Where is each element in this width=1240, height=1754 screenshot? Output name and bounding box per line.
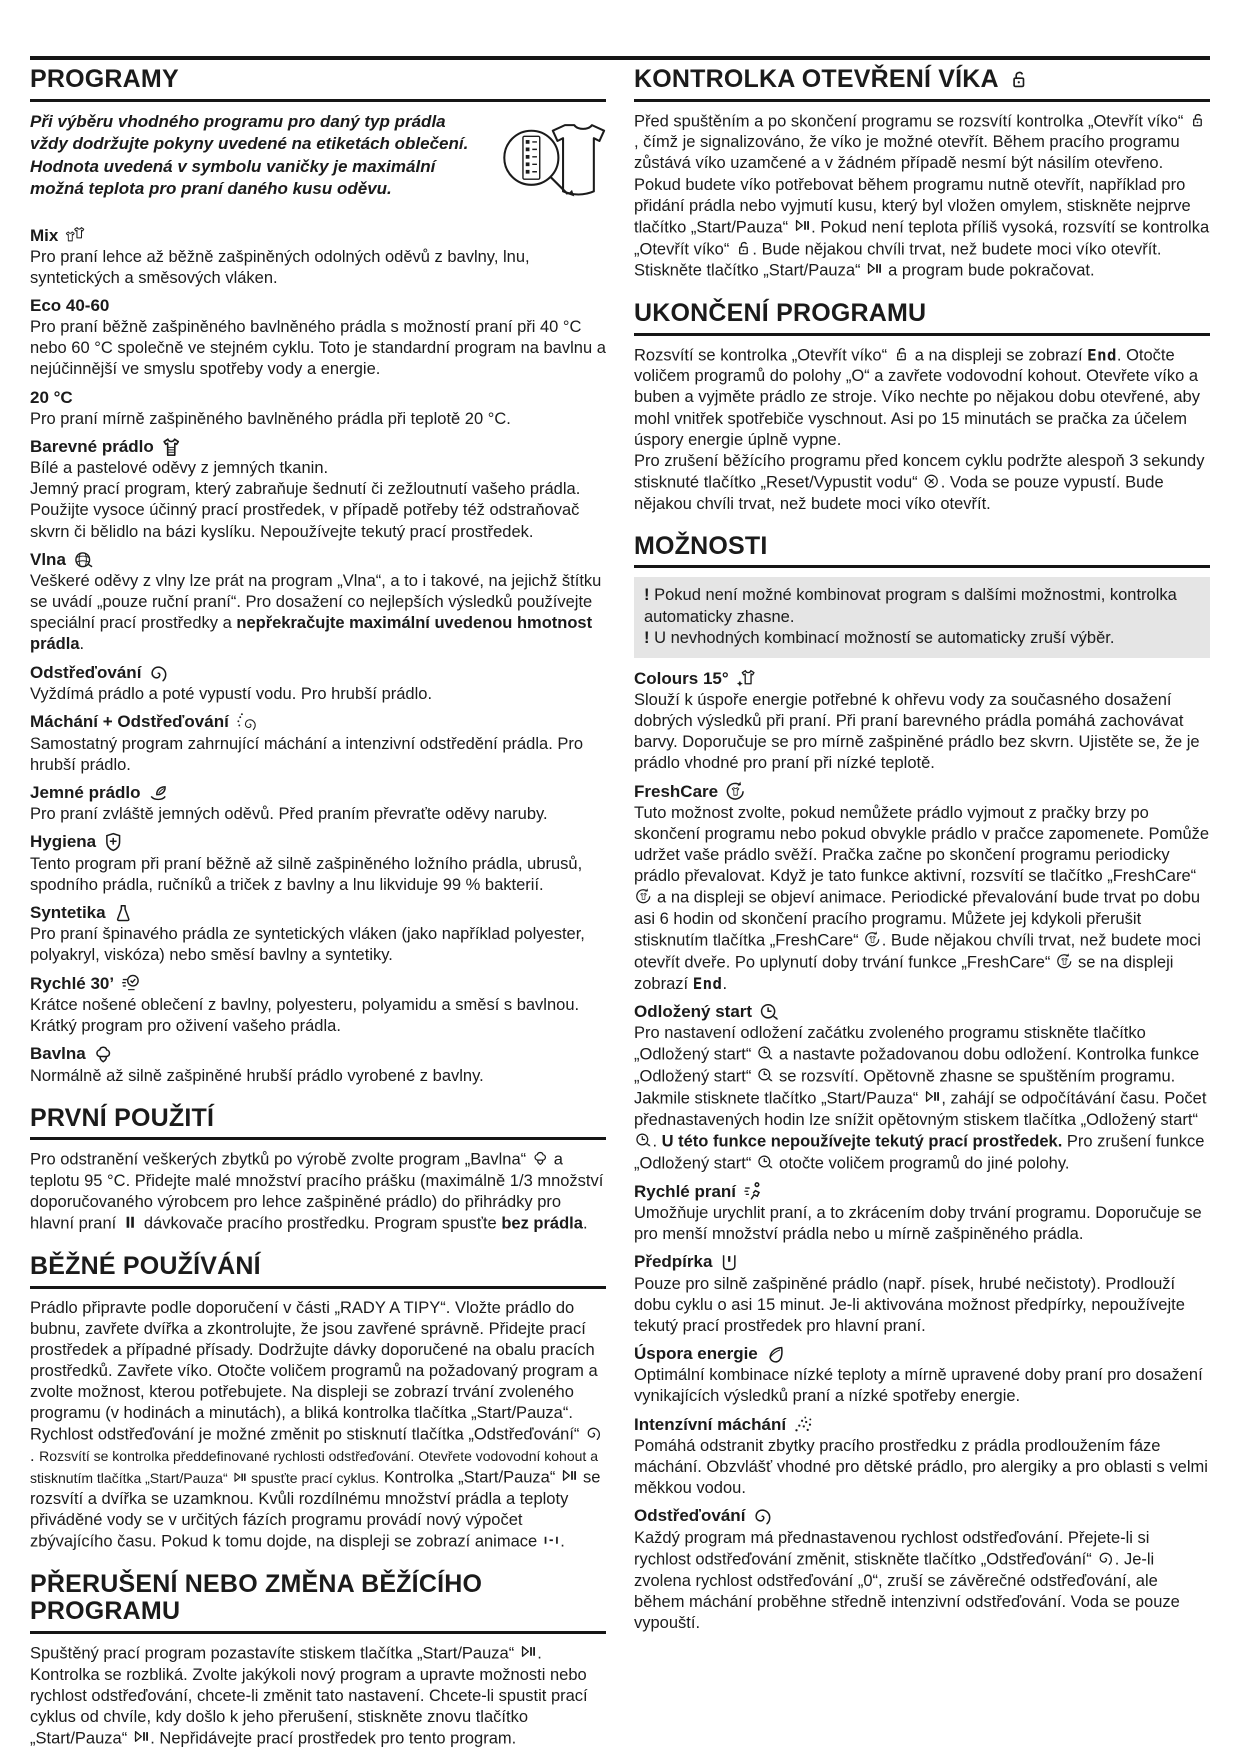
program-entry (634, 1414, 1210, 1500)
mix-icon (64, 225, 86, 247)
shield-icon (102, 831, 124, 853)
cotton-icon (92, 1043, 114, 1065)
bold-text: ! (644, 586, 650, 605)
unlock-icon (892, 345, 910, 363)
entry-title (634, 668, 1210, 690)
entry-title (30, 225, 606, 247)
program-entry (30, 782, 606, 826)
entry-body: Slouží k úspoře energie potřebné k ohřevu vody za současného dosažení dobrých výsledků při praní. Při praní barevného prádla pomáhá zachovávat barvy. Doporučuje se pro mírně zašpiněné prádlo bez skvrn. Ujistěte se, že je prádlo vhodné pro praní při nízké teplotě. (634, 691, 1200, 773)
program-entry (634, 1251, 1210, 1337)
entry-title (634, 1251, 1210, 1273)
entry-title (30, 662, 606, 684)
entry-body: Tuto možnost zvolte, pokud nemůžete prádlo vyjmout z pračky brzy po skončení programu nebo pokud obvykle prádlo v pračce zapomenete. Pomůže udržet vaše prádlo svěží. Pračka začne po skončení programu periodicky prádlo převalovat. Když je tato funkce aktivní, rozsvítí se tlačítko „FreshCare“ a na displeji se objeví animace. Periodické převalování bude trvat po dobu asi 6 hodin od skončení pracího programu. Můžete jej kdykoli přerušit stisknutím tlačítka „FreshCare“ . Bude nějakou chvíli trvat, než budete moci otevřít dveře. Po uplynutí doby trvání funkce „FreshCare“ se na displeji zobrazí End. (634, 803, 1210, 993)
entry-title (30, 711, 606, 733)
entry-title (30, 973, 606, 995)
entry-body: Každý program má přednastavenou rychlost odstřeďování. Přejete-li si rychlost odstřeďování změnit, stiskněte tlačítko „Odstřeďování“ . Je-li zvolena rychlost odstřeďování „0“, zruší se závěrečné odstřeďování, ale během máchání proběhne středně intenzivní odstřeďování. Voda se pouze vypouští. (634, 1528, 1180, 1632)
entry-body: Tento program při praní běžně až silně zašpiněného ložního prádla, ubrusů, spodního prádla, ručníků a triček z bavlny a lnu likviduje 99 % bakterií. (30, 854, 583, 894)
entry-title (634, 1180, 1210, 1202)
program-entry (30, 225, 606, 290)
entry-body: Samostatný program zahrnující máchání a intenzivní odstředění prádla. Pro hrubší prádlo. (30, 734, 584, 774)
program-entry (30, 662, 606, 706)
entry-body: Umožňuje urychlit praní, a to zkrácením doby trvání programu. Doporučuje se pro menší množství prádla nebo u mírně zašpiněného prádla. (634, 1203, 1202, 1244)
section-title-text: MOŽNOSTI (634, 531, 768, 560)
bold-text: bez prádla (501, 1214, 583, 1233)
section (634, 533, 1210, 1634)
entry-body: Pro praní špinavého prádla ze syntetických vláken (jako například polyester, polyakryl, viskóza) nebo směsí bavlny a syntetiky. (30, 925, 585, 965)
entry-title-text: Syntetika (30, 903, 106, 923)
program-entry (30, 295, 606, 380)
energy-icon (764, 1343, 786, 1365)
section-title-text: PŘERUŠENÍ NEBO ZMĚNA BĚŽÍCÍHO PROGRAMU (30, 1569, 483, 1626)
play-pause-icon (132, 1728, 150, 1746)
entry-title (634, 1414, 1210, 1436)
entry-title-text: Eco 40-60 (30, 296, 110, 316)
program-entry (634, 1343, 1210, 1408)
section-paragraph: Spuštěný prací program pozastavíte stiskem tlačítka „Start/Pauza“ . Kontrolka se rozbliká. Zvolte jakýkoli nový program a upravte možnosti nebo rychlost odstřeďování, chcete-li změnit tato nastavení. Chcete-li spustit prací cyklus od chvíle, kdy došlo k jeho přerušení, stiskněte znovu tlačítko „Start/Pauza“ . Nepřidávejte prací prostředek pro tento program. (30, 1644, 588, 1748)
play-pause-icon (793, 217, 811, 235)
section-title (30, 66, 606, 102)
delicate-icon (147, 782, 169, 804)
program-entry (30, 387, 606, 430)
section-title-text: PRVNÍ POUŽITÍ (30, 1103, 215, 1132)
entry-title-text: Hygiena (30, 832, 97, 852)
animation-icon (542, 1531, 560, 1549)
quickwash-icon (742, 1180, 764, 1202)
program-entry (634, 780, 1210, 994)
entry-title (30, 902, 606, 924)
colours15-icon (735, 668, 757, 690)
rinse-spin-icon (235, 711, 257, 733)
unlock-icon (734, 239, 752, 257)
program-entry (30, 711, 606, 776)
entry-body: Pro praní lehce až běžně zašpiněných odolných oděvů z bavlny, lnu, syntetických a směsových vláken. (30, 247, 530, 288)
spin-icon (1096, 1549, 1114, 1567)
entry-title-text: Úspora energie (634, 1344, 758, 1364)
section (634, 66, 1210, 282)
entry-title-text: Máchání + Odstřeďování (30, 712, 229, 732)
entry-title-text: 20 °C (30, 387, 73, 407)
play-pause-icon (865, 260, 883, 278)
section-intro: Při výběru vhodného programu pro daný typ prádla vždy dodržujte pokyny uvedené na etiketách oblečení. Hodnota uvedená v symbolu vaničky je maximální možná teplota pro praní daného kusu oděvu. (30, 111, 469, 199)
entry-body: Krátce nošené oblečení z bavlny, polyesteru, polyamidu a směsí s bavlnou. Krátký program pro oživení vašeho prádla. (30, 996, 580, 1036)
entry-title-text: Jemné prádlo (30, 782, 141, 802)
section-title-text: UKONČENÍ PROGRAMU (634, 299, 927, 328)
entry-title (30, 436, 606, 458)
reset-drain-icon (922, 472, 940, 490)
entry-body: Normálně až silně zašpiněné hrubší prádlo vyrobené z bavlny. (30, 1066, 484, 1085)
entry-body: Optimální kombinace nízké teploty a mírně upravené doby praní pro dosažení vynikajících výsledků praní a nízké spotřeby energie. (634, 1366, 1203, 1406)
program-entry (30, 973, 606, 1038)
section (30, 1571, 606, 1750)
entry-title-text: Bavlna (30, 1044, 86, 1064)
section (30, 1253, 606, 1553)
program-entry (634, 668, 1210, 775)
entry-body: Pro praní zvláště jemných oděvů. Před praním převraťte oděvy naruby. (30, 805, 548, 824)
manual-page (30, 0, 1210, 1752)
program-entry (30, 436, 606, 543)
program-entry (634, 1505, 1210, 1634)
entry-title-text: Rychlé praní (634, 1181, 737, 1201)
unlock-icon (1188, 111, 1206, 129)
entry-title-text: Rychlé 30’ (30, 973, 115, 993)
right-column (634, 64, 1210, 1636)
play-pause-icon (519, 1643, 537, 1661)
flask-icon (112, 902, 134, 924)
play-pause-icon (232, 1470, 248, 1486)
quick30-icon (120, 973, 142, 995)
delay-icon (756, 1153, 774, 1171)
entry-body: Bílé a pastelové oděvy z jemných tkanin. Jemný prací program, který zabraňuje šednutí či zežloutnutí vašeho prádla. Použijte vysoce účinný prací prostředek, v případě potřeby též odstraňovač skvrn či bělidlo na bázi kyslíku. Nepoužívejte tekutý prací prostředek. (30, 459, 581, 541)
section (30, 1105, 606, 1235)
entry-title-text: Mix (30, 225, 59, 245)
section-title (30, 1253, 606, 1289)
section-title (30, 1571, 606, 1634)
entry-body: Pro praní mírně zašpiněného bavlněného prádla při teplotě 20 °C. (30, 409, 511, 428)
entry-title-text: Odložený start (634, 1002, 753, 1022)
section-title-text: PROGRAMY (30, 65, 179, 93)
entry-title-text: FreshCare (634, 781, 719, 801)
entry-title-text: Odstřeďování (634, 1506, 746, 1526)
delay-icon (634, 1131, 652, 1149)
entry-title-text: Colours 15° (634, 668, 729, 688)
end-display: End (1087, 345, 1117, 365)
section-paragraph: Pro odstranění veškerých zbytků po výrobě zvolte program „Bavlna“ a teplotu 95 °C. Přidejte malé množství pracího prášku (maximálně 1/3 množství doporučovaného výrobcem pro lehce zašpiněné prádlo) do přihrádky pro hlavní praní dávkovače pracího prostředku. Program spusťte bez prádla. (30, 1150, 604, 1233)
entry-title-text: Předpírka (634, 1252, 713, 1272)
spin-icon (147, 662, 169, 684)
section (634, 300, 1210, 515)
section-title-text: KONTROLKA OTEVŘENÍ VÍKA (634, 65, 999, 93)
entry-title (634, 1343, 1210, 1365)
bold-text: ! (644, 629, 650, 648)
freshcare-icon (1055, 952, 1073, 970)
yarn-icon (72, 549, 94, 571)
entry-title (30, 1043, 606, 1065)
entry-title-text: Barevné prádlo (30, 436, 154, 456)
freshcare-icon (724, 780, 746, 802)
two-column-layout (30, 64, 1210, 1752)
striped-shirt-icon (160, 436, 182, 458)
spin-icon (751, 1505, 773, 1527)
spin-icon (584, 1424, 602, 1442)
entry-title (30, 387, 606, 409)
entry-title (30, 782, 606, 804)
entry-body: Pro nastavení odložení začátku zvoleného programu stiskněte tlačítko „Odložený start“ a nastavte požadovanou dobu odložení. Kontrolka funkce „Odložený start“ se rozsvítí. Opětovně zhasne se spuštěním programu. Jakmile stisknete tlačítko „Start/Pauza“ , zahájí se odpočítávání času. Počet přednastavených hodin lze snížit opětovným stiskem tlačítka „Odložený start“ . U této funkce nepoužívejte tekutý prací prostředek. Pro zrušení funkce „Odložený start“ otočte voličem programů do jiné polohy. (634, 1024, 1207, 1173)
cotton-icon (531, 1149, 549, 1167)
end-display: End (692, 973, 723, 993)
entry-title-text: Odstřeďování (30, 662, 142, 682)
entry-title (30, 831, 606, 853)
section-title (634, 66, 1210, 102)
section-title (30, 1105, 606, 1141)
freshcare-icon (863, 930, 881, 948)
entry-title (634, 780, 1210, 802)
entry-body: Pomáhá odstranit zbytky pracího prostředku z prádla prodloužením fáze máchání. Obzvlášť vhodné pro dětské prádlo, pro alergiky a pro oblasti s velmi měkkou vodou. (634, 1436, 1208, 1498)
section-paragraph: Prádlo připravte podle doporučení v části „RADY A TIPY“. Vložte prádlo do bubnu, zavřete dvířka a zkontrolujte, že jsou zavřené správně. Přidejte prací prostředek a případné přísady. Dodržujte dávky doporučené na obalu pracích prostředků. Zavřete víko. Otočte voličem programů na požadovaný program a zvolte možnost, kterou potřebujete. Na displeji se zobrazí trvání zvoleného programu (v hodinách a minutách), a bliká kontrolka tlačítka „Start/Pauza“. Rychlost odstřeďování je možné změnit po stisknutí tlačítka „Odstřeďování“ . Rozsvítí se kontrolka předdefinované rychlosti odstřeďování. Otevřete vodovodní kohout a stisknutím tlačítka „Start/Pauza“ spusťte prací cyklus. Kontrolka „Start/Pauza“ se rozsvítí a dvířka se uzamknou. Kvůli rozdílnému množství prádla a teploty přiváděné vody se v určitých fázích programu provádí nový výpočet zbývajícího času. Pokud k tomu dojde, na displeji se zobrazí animace . (30, 1298, 606, 1553)
left-column (30, 64, 606, 1752)
program-entry (634, 1001, 1210, 1175)
freshcare-icon (634, 887, 652, 905)
entry-body: Pro praní běžně zašpiněného bavlněného prádla s možností praní při 40 °C nebo 60 °C společně ve stejném cyklu. Toto je standardní program na bavlnu a nejúčinnější ve smyslu spotřeby vody a energie. (30, 318, 606, 379)
entry-title-text: Intenzívní máchání (634, 1414, 787, 1434)
delay-icon (758, 1001, 780, 1023)
entry-title-text: Vlna (30, 549, 66, 569)
section-paragraph: Rozsvítí se kontrolka „Otevřít víko“ a na displeji se zobrazí End. Otočte voličem programů do polohy „O“ a zavřete vodovodní kohout. Otevřete víko a buben a vyjměte prádlo ze stroje. Víko nechte po nějakou dobu otevřené, aby mohl vnitřek spotřebiče vyschnout. Asi po 15 minutách se pračka za účelem úspory energie úplně vypne. Pro zrušení běžícího programu před koncem cyklu podržte alespoň 3 sekundy stisknuté tlačítko „Reset/Vypustit vodu“ . Voda se pouze vypustí. Bude nějakou chvíli trvat, než budete moci víko otevřít. (634, 345, 1205, 513)
note-box: ! Pokud není možné kombinovat program s dalšími možnostmi, kontrolka automaticky zhasne. ! U nevhodných kombinací možností se automaticky zruší výběr. (634, 577, 1210, 657)
entry-title (634, 1001, 1210, 1023)
section-title-text: BĚŽNÉ POUŽÍVÁNÍ (30, 1252, 261, 1281)
entry-title (634, 1505, 1210, 1527)
delay-icon (756, 1044, 774, 1062)
entry-body: Veškeré oděvy z vlny lze prát na program „Vlna“, a to i takové, na jejichž štítku se uvádí „pouze ruční praní“. Pro dosažení co nejlepších výsledků používejte speciální prací prostředky a nepřekračujte maximální uvedenou hmotnost prádla. (30, 572, 602, 654)
play-pause-icon (923, 1088, 941, 1106)
section-paragraph: Před spuštěním a po skončení programu se rozsvítí kontrolka „Otevřít víko“ , čímž je signalizováno, že víko je možné otevřít. Během pracího programu zůstává víko uzamčené a v žádném případě nesmí být násilím otevřeno. Pokud budete víko potřebovat během programu nutně otevřít, například pro přidání prádla nebo vyjmutí kusu, který byl vložen omylem, stiskněte nejprve tlačítko „Start/Pauza“ . Pokud není teplota příliš vysoká, rozsvítí se kontrolka „Otevřít víko“ . Bude nějakou chvíli trvat, než budete moci víko otevřít. Stiskněte tlačítko „Start/Pauza“ a program bude pokračovat. (634, 112, 1210, 280)
section-title (634, 300, 1210, 336)
delay-icon (756, 1066, 774, 1084)
small-print: Rozsvítí se kontrolka předdefinované rychlosti odstřeďování. Otevřete vodovodní kohout a stisknutím tlačítka „Start/Pauza“ spusťte prací cyklus. (30, 1448, 598, 1486)
section (30, 66, 606, 1087)
top-rule (30, 56, 1210, 60)
entry-title (30, 549, 606, 571)
program-entry (30, 902, 606, 967)
compartment-icon (121, 1213, 139, 1231)
entry-body: Pouze pro silně zašpiněné prádlo (např. písek, hrubé nečistoty). Prodlouží dobu cyklu o asi 15 minut. Je-li aktivována možnost předpírky, nepoužívejte tekutý prací prostředek pro hlavní praní. (634, 1274, 1185, 1335)
entry-body: Vyždímá prádlo a poté vypustí vodu. Pro hrubší prádlo. (30, 684, 433, 703)
program-entry (30, 1043, 606, 1087)
care-label-illustration (494, 113, 606, 215)
program-entry (30, 831, 606, 896)
program-entry (30, 549, 606, 656)
program-entry (634, 1180, 1210, 1245)
play-pause-icon (560, 1467, 578, 1485)
section-intro-wrap (30, 111, 606, 219)
intensive-rinse-icon (792, 1414, 814, 1436)
bold-text: nepřekračujte maximální uvedenou hmotnost prádla (30, 614, 593, 654)
unlock-icon (1007, 68, 1030, 91)
section-title (634, 533, 1210, 569)
entry-title (30, 295, 606, 317)
prewash-icon (718, 1251, 740, 1273)
bold-text: U této funkce nepoužívejte tekutý prací prostředek. (661, 1132, 1063, 1151)
